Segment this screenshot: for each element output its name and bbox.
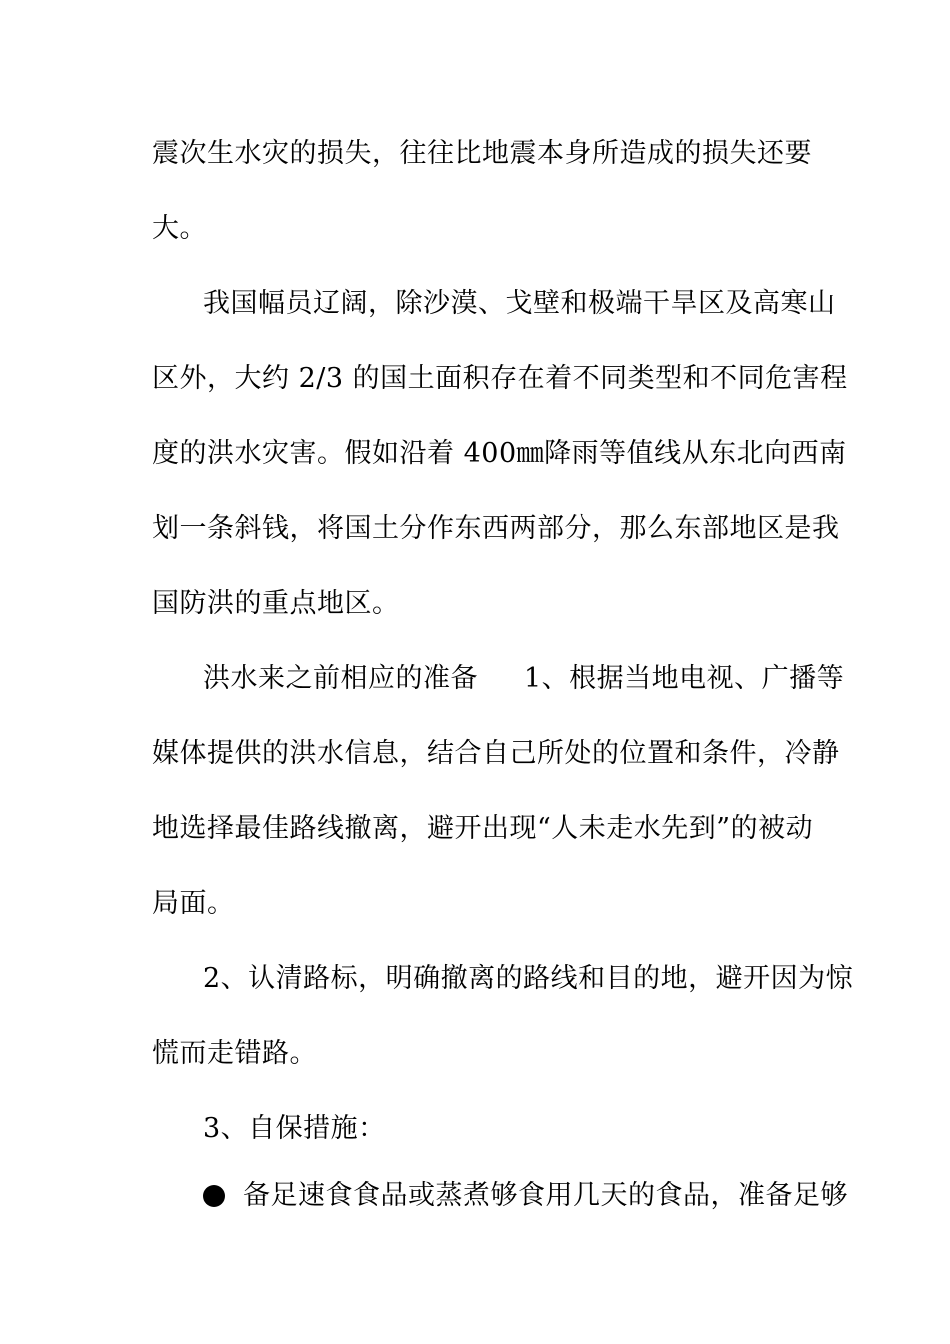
text-line: 国防洪的重点地区。 — [152, 588, 400, 619]
paragraph-start-line — [203, 661, 844, 697]
list-item-2-start: 2、认清路标，明确撤离的路线和目的地，避开因为惊 — [203, 963, 854, 994]
text-line: 划一条斜钱，将国土分作东西两部分，那么东部地区是我 — [152, 513, 840, 544]
bullet-icon — [203, 1185, 225, 1207]
list-item-3: 3、自保措施： — [203, 1113, 386, 1144]
text-line: 地选择最佳路线撤离，避开出现“人未走水先到”的被动 — [152, 813, 814, 844]
text-line: 媒体提供的洪水信息，结合自己所处的位置和条件，冷静 — [152, 738, 840, 769]
paragraph-start-line: 我国幅员辽阔，除沙漠、戈壁和极端干旱区及高寒山 — [203, 288, 836, 319]
text-line: 大。 — [152, 213, 207, 244]
text-line: 度的洪水灾害。假如沿着 400㎜降雨等值线从东北向西南 — [152, 438, 847, 469]
bullet-text: 备足速食食品或蒸煮够食用几天的食品，准备足够 — [243, 1180, 848, 1211]
text-line: 区外，大约 2/3 的国土面积存在着不同类型和不同危害程 — [152, 363, 848, 394]
text-line: 震次生水灾的损失，往往比地震本身所造成的损失还要 — [152, 138, 812, 169]
bullet-item — [203, 1178, 848, 1214]
text-line: 局面。 — [152, 888, 235, 919]
section-heading: 洪水来之前相应的准备 — [203, 663, 478, 694]
text-line: 慌而走错路。 — [152, 1038, 317, 1069]
list-item-1-start: 1、根据当地电视、广播等 — [524, 663, 845, 694]
